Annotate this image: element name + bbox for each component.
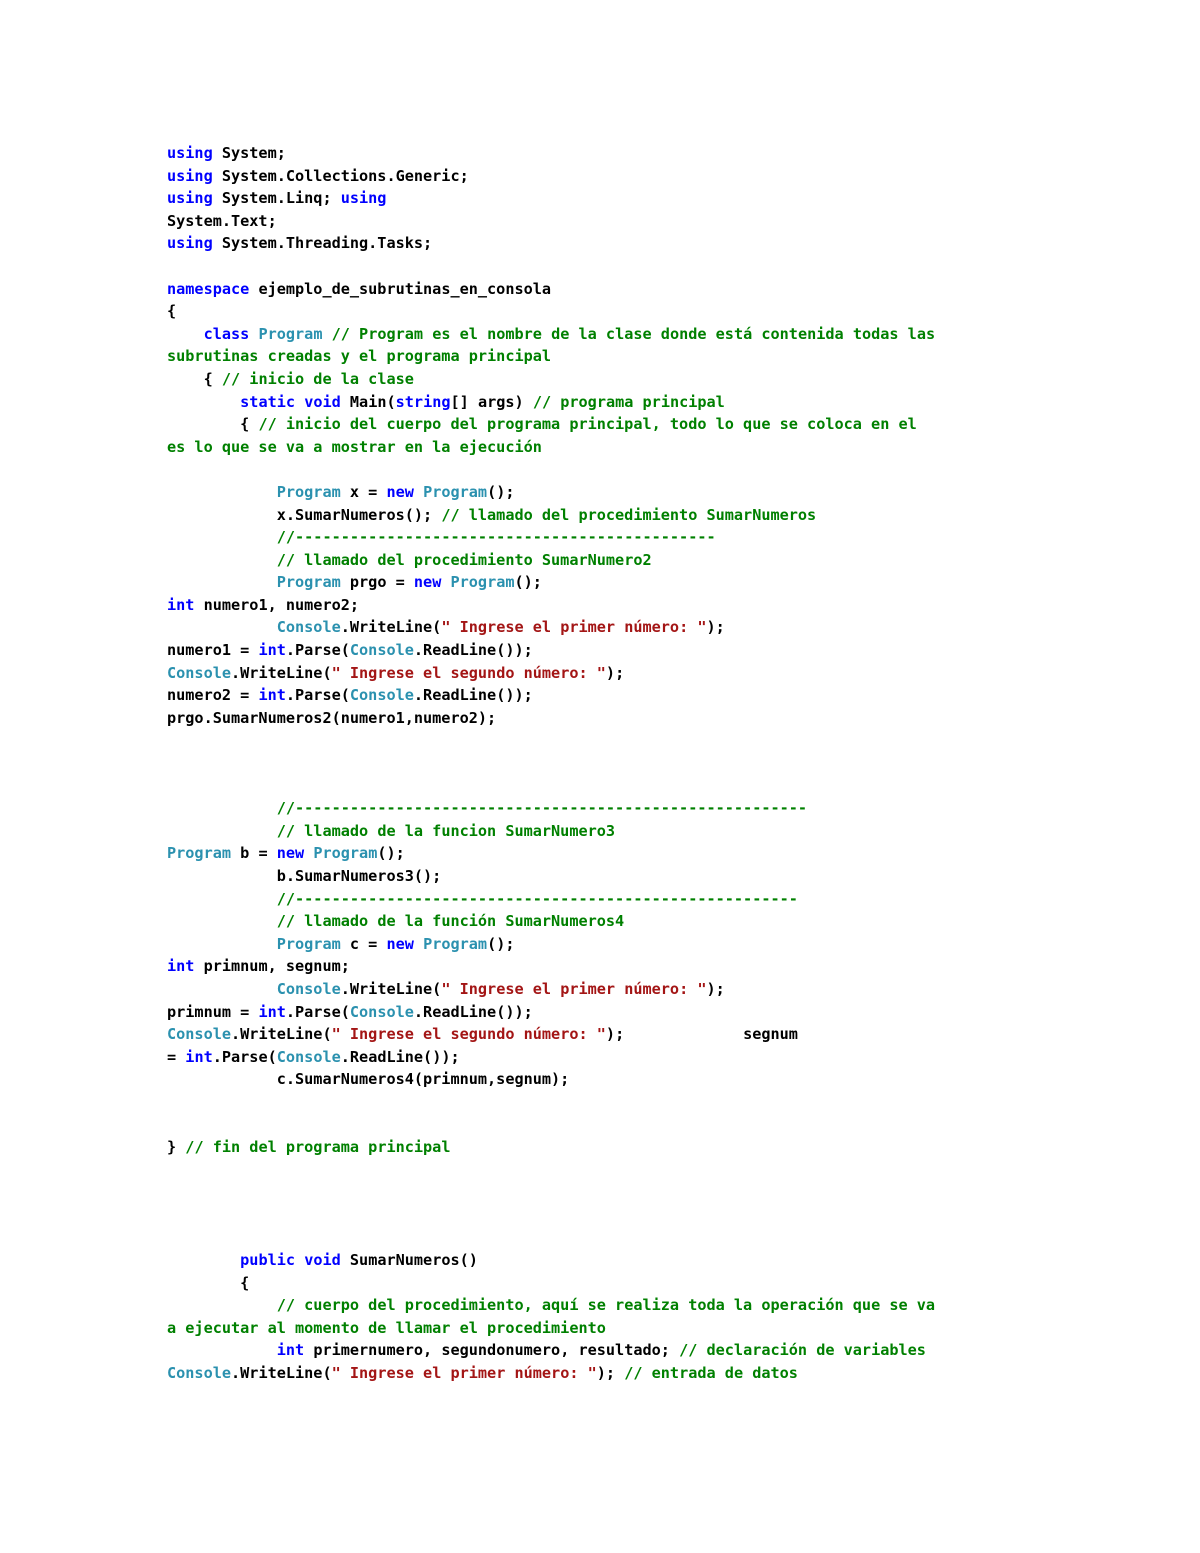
comment-token: // programa principal (532, 392, 725, 411)
code-token: numero1 = (167, 641, 259, 660)
type-token: Console (349, 1002, 414, 1021)
code-token: .Parse( (285, 686, 350, 705)
code-token: ); segnum (605, 1025, 798, 1044)
keyword-token: new (386, 482, 414, 501)
code-token (167, 528, 277, 546)
code-token: .ReadLine()); (413, 1002, 533, 1021)
code-token: prgo = (340, 573, 414, 592)
code-token: numero1, numero2; (194, 595, 360, 614)
blank-line (167, 775, 1047, 798)
code-token: [] args) (450, 392, 533, 411)
code-line (167, 210, 1047, 233)
code-token (414, 935, 423, 953)
code-line (167, 165, 1047, 188)
blank-line (167, 1227, 1047, 1250)
code-token (441, 573, 450, 591)
code-line (167, 820, 1047, 843)
code-line (167, 842, 1047, 865)
code-token: { (167, 369, 222, 388)
blank-line (167, 1114, 1047, 1137)
comment-token: // llamado del procedimiento SumarNumeros (441, 505, 817, 524)
code-token: .ReadLine()); (340, 1047, 460, 1066)
type-token: Console (276, 1047, 341, 1066)
code-line (167, 571, 1047, 594)
blank-line (167, 1159, 1047, 1182)
keyword-token: new (386, 934, 414, 953)
code-token: .WriteLine( (231, 663, 332, 682)
code-token: = (167, 1047, 186, 1066)
string-token: " Ingrese el segundo número: " (331, 1025, 606, 1044)
code-token (414, 483, 423, 501)
code-line (167, 616, 1047, 639)
code-token: { (167, 415, 259, 434)
code-token: System.Threading.Tasks; (212, 234, 433, 253)
keyword-token: public (240, 1251, 296, 1270)
code-token: { (167, 1273, 250, 1292)
keyword-token: new (413, 573, 442, 592)
keyword-token: void (304, 392, 341, 411)
code-token: (); (487, 482, 515, 501)
code-line (167, 933, 1047, 956)
blank-line (167, 458, 1047, 481)
code-line (167, 1294, 1047, 1317)
code-line (167, 1001, 1047, 1024)
type-token: Program (276, 934, 341, 953)
string-token: " Ingrese el segundo número: " (331, 663, 606, 682)
comment-token: //------------------------------------------------------- (276, 889, 798, 908)
comment-token: // Program es el nombre de la clase donde está contenida todas las (331, 324, 936, 343)
code-line (167, 232, 1047, 255)
keyword-token: int (185, 1047, 213, 1066)
code-token: numero2 = (167, 686, 259, 705)
code-token: primernumero, segundonumero, resultado; (304, 1341, 680, 1360)
code-token: Main( (340, 392, 396, 411)
blank-line (167, 255, 1047, 278)
code-line (167, 1046, 1047, 1069)
code-token (167, 935, 277, 953)
code-listing (167, 142, 1047, 1385)
code-line (167, 978, 1047, 1001)
blank-line (167, 1204, 1047, 1227)
code-token: c = (340, 934, 387, 953)
code-line (167, 391, 1047, 414)
code-token: ); (706, 979, 725, 998)
comment-token: subrutinas creadas y el programa principal (167, 347, 552, 366)
keyword-token: new (276, 844, 305, 863)
code-line (167, 278, 1047, 301)
code-token (167, 799, 277, 817)
keyword-token: class (203, 324, 250, 343)
code-token: c.SumarNumeros4(primnum,segnum); (167, 1070, 570, 1089)
code-token: (); (377, 844, 405, 863)
keyword-token: int (167, 595, 195, 614)
code-token: .ReadLine()); (413, 686, 533, 705)
keyword-token: int (167, 957, 195, 976)
code-token (167, 551, 277, 569)
type-token: Console (276, 618, 341, 637)
code-token: b = (231, 844, 277, 863)
string-token: " Ingrese el primer número: " (441, 979, 707, 998)
type-token: Console (276, 979, 341, 998)
code-line (167, 187, 1047, 210)
type-token: Console (167, 1025, 232, 1044)
keyword-token: namespace (167, 279, 250, 298)
keyword-token: int (258, 641, 286, 660)
code-token (167, 1251, 240, 1269)
comment-token: // inicio del cuerpo del programa principal, todo lo que se coloca en el (258, 415, 917, 434)
code-line (167, 662, 1047, 685)
type-token: Program (423, 934, 488, 953)
code-line (167, 707, 1047, 730)
comment-token: //---------------------------------------------- (276, 528, 716, 547)
comment-token: // llamado de la funcion SumarNumero3 (276, 821, 616, 840)
comment-token: // declaración de variables (679, 1341, 926, 1360)
comment-token: // entrada de datos (624, 1364, 798, 1383)
code-line (167, 1362, 1047, 1385)
code-token: System; (212, 144, 286, 162)
keyword-token: string (395, 392, 451, 411)
code-token (167, 980, 277, 998)
code-token (167, 573, 277, 591)
code-token (167, 1341, 277, 1359)
code-token (167, 890, 277, 908)
code-token: } (167, 1138, 186, 1157)
comment-token: es lo que se va a mostrar en la ejecución (167, 437, 542, 456)
code-token (167, 912, 277, 930)
type-token: Program (258, 324, 323, 343)
keyword-token: using (167, 144, 213, 162)
keyword-token: int (258, 1002, 286, 1021)
code-token: .WriteLine( (231, 1364, 332, 1383)
comment-token: a ejecutar al momento de llamar el procedimiento (167, 1318, 606, 1337)
code-token (167, 618, 277, 636)
comment-token: // fin del programa principal (185, 1138, 451, 1157)
code-token (304, 844, 313, 862)
keyword-token: int (258, 686, 286, 705)
code-line (167, 888, 1047, 911)
code-token: .WriteLine( (340, 979, 442, 998)
type-token: Console (167, 663, 232, 682)
string-token: " Ingrese el primer número: " (331, 1364, 597, 1383)
code-line (167, 481, 1047, 504)
code-line (167, 345, 1047, 368)
blank-line (167, 1181, 1047, 1204)
code-line (167, 368, 1047, 391)
code-token: System.Collections.Generic; (212, 166, 469, 185)
comment-token: // inicio de la clase (221, 369, 414, 388)
string-token: " Ingrese el primer número: " (441, 618, 707, 637)
code-line (167, 594, 1047, 617)
code-token: .Parse( (285, 641, 350, 660)
keyword-token: using (167, 234, 213, 253)
type-token: Program (167, 844, 232, 863)
code-line (167, 413, 1047, 436)
code-token: (); (514, 573, 542, 592)
code-token: ); (605, 663, 625, 682)
code-token (295, 393, 304, 411)
code-token (295, 1251, 304, 1269)
code-token: primnum, segnum; (194, 957, 350, 976)
keyword-token: using (167, 189, 213, 208)
type-token: Program (423, 482, 488, 501)
keyword-token: static (240, 392, 296, 411)
code-line (167, 1339, 1047, 1362)
code-token: .ReadLine()); (413, 641, 533, 660)
type-token: Program (276, 573, 341, 592)
code-token: x.SumarNumeros(); (167, 505, 442, 524)
code-token: .WriteLine( (231, 1025, 332, 1044)
code-token (167, 325, 204, 343)
code-line (167, 910, 1047, 933)
code-token: primnum = (167, 1002, 259, 1021)
code-token: System.Text; (167, 211, 277, 230)
code-token: prgo.SumarNumeros2(numero1,numero2); (167, 708, 497, 727)
code-line (167, 1272, 1047, 1295)
code-line (167, 549, 1047, 572)
blank-line (167, 752, 1047, 775)
type-token: Console (349, 686, 414, 705)
code-line (167, 1249, 1047, 1272)
code-token (167, 483, 277, 501)
blank-line (167, 729, 1047, 752)
code-line (167, 436, 1047, 459)
comment-token: // llamado del procedimiento SumarNumero2 (276, 550, 652, 569)
blank-line (167, 1091, 1047, 1114)
comment-token: // cuerpo del procedimiento, aquí se realiza toda la operación que se va (276, 1296, 936, 1315)
keyword-token: using (167, 166, 213, 185)
code-token: .Parse( (285, 1002, 350, 1021)
code-line (167, 504, 1047, 527)
code-token: (); (487, 934, 515, 953)
code-token: ); (706, 618, 725, 637)
keyword-token: using (340, 189, 387, 208)
code-token (167, 393, 240, 411)
keyword-token: void (304, 1251, 341, 1270)
code-line (167, 1317, 1047, 1340)
code-token (167, 822, 277, 840)
code-line (167, 684, 1047, 707)
code-line (167, 865, 1047, 888)
code-token: ejemplo_de_subrutinas_en_consola (249, 279, 552, 298)
comment-token: // llamado de la función SumarNumeros4 (276, 912, 625, 931)
code-line (167, 1136, 1047, 1159)
code-line (167, 1068, 1047, 1091)
code-line (167, 1023, 1047, 1046)
code-token: .Parse( (212, 1047, 277, 1066)
code-token (167, 1296, 277, 1314)
code-line (167, 300, 1047, 323)
code-token: { (167, 302, 177, 321)
code-token: x = (340, 482, 387, 501)
code-line (167, 323, 1047, 346)
code-token: System.Linq; (212, 189, 341, 208)
code-token: .WriteLine( (340, 618, 442, 637)
type-token: Program (276, 482, 341, 501)
code-line (167, 797, 1047, 820)
type-token: Console (349, 641, 414, 660)
type-token: Program (313, 844, 378, 863)
code-line (167, 955, 1047, 978)
comment-token: //-------------------------------------------------------- (276, 799, 808, 818)
code-line (167, 526, 1047, 549)
code-token (322, 325, 331, 343)
code-token: b.SumarNumeros3(); (167, 867, 442, 885)
code-line (167, 639, 1047, 662)
code-token: ); (596, 1364, 625, 1383)
type-token: Program (450, 573, 515, 592)
code-token: SumarNumeros() (340, 1251, 478, 1270)
code-line (167, 142, 1047, 165)
keyword-token: int (276, 1341, 305, 1360)
type-token: Console (167, 1364, 232, 1383)
